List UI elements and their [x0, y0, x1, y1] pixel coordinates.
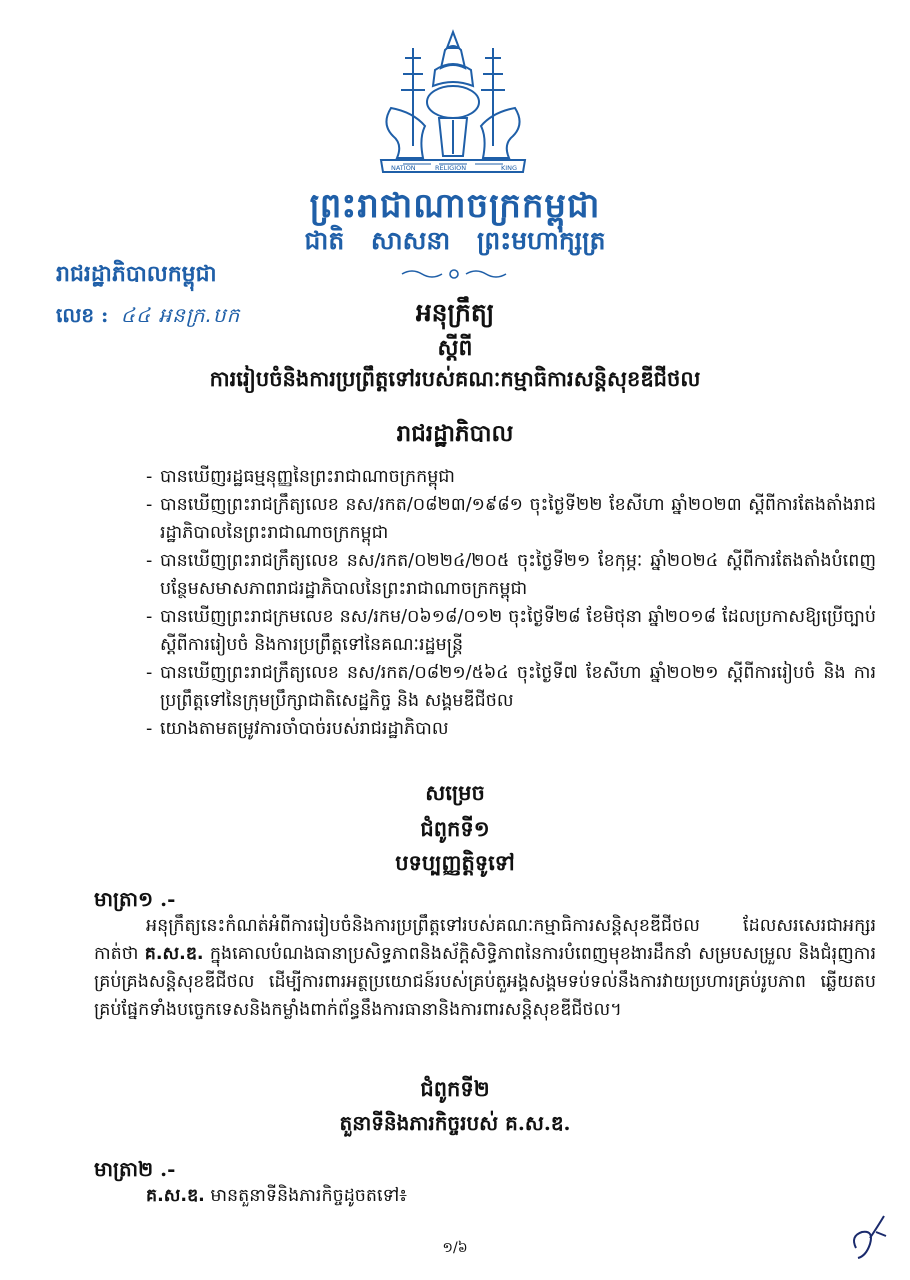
chapter2-label: ជំពូកទី២ [420, 1076, 490, 1101]
visa-item: - បានឃើញព្រះរាជក្រមលេខ នស/រកម/០៦១៨/០១២ ចុះថ្ងៃទី២៨ ខែមិថុនា ឆ្នាំ២០១៨ ដែលប្រកាសឱ្យប្រើច្បាប់ស្ដីពីការរៀបចំ និងការប្រព្រឹត្តទៅនៃគណៈរដ្ឋមន្ត្រី [146, 607, 876, 655]
document-about: ស្ដីពី [437, 335, 473, 361]
visa-item: - យោងតាមតម្រូវការចាំបាច់របស់រាជរដ្ឋាភិបាល [146, 719, 449, 739]
reference-label: លេខ : [56, 303, 109, 327]
chapter2-title: តួនាទីនិងភារកិច្ចរបស់ គ.ស.ឌ. [339, 1111, 571, 1135]
reference-value: ៤៤ អនក្រ.បក [120, 303, 241, 327]
royal-emblem [373, 28, 533, 176]
emblem-word-nation: NATION [391, 164, 416, 172]
visa-item: - បានឃើញព្រះរាជក្រឹត្យលេខ នស/រកត/០៨២១/៥៦៤ ចុះថ្ងៃទី៧ ខែសីហា ឆ្នាំ២០២១ ស្ដីពីការរៀបចំ និង ការប្រព្រឹត្តទៅនៃក្រុមប្រឹក្សាជាតិសេដ្ឋកិច្ច និង សង្គមឌីជីថល [146, 663, 876, 711]
chapter1-title: បទប្បញ្ញត្តិទូទៅ [395, 850, 515, 875]
document-type: អនុក្រឹត្យ [415, 298, 495, 327]
visa-item: - បានឃើញរដ្ឋធម្មនុញ្ញនៃព្រះរាជាណាចក្រកម្ពុជា [146, 467, 455, 487]
ornament-divider [398, 266, 510, 282]
decision-heading: សម្រេច [425, 780, 485, 805]
emblem-word-religion: RELIGION [435, 164, 467, 172]
visa-list [146, 463, 876, 743]
article1-label: មាត្រា១ .- [94, 887, 176, 911]
issuer-heading: រាជរដ្ឋាភិបាល [396, 420, 514, 447]
article2-text: គ.ស.ឌ. មានតួនាទីនិងភារកិច្ចដូចតទៅ៖ [146, 1186, 407, 1206]
article2-label: មាត្រា២ .- [94, 1157, 176, 1181]
kingdom-name: ព្រះរាជាណាចក្រកម្ពុជា [309, 186, 601, 226]
page-number: ១/៦ [442, 1240, 468, 1256]
chapter1-label: ជំពូកទី១ [420, 816, 490, 841]
emblem-word-king: KING [501, 164, 518, 172]
document-subject: ការរៀបចំនិងការប្រព្រឹត្តទៅរបស់គណៈកម្មាធិការសន្តិសុខឌីជីថល [209, 366, 701, 391]
issuing-government: រាជរដ្ឋាភិបាលកម្ពុជា [56, 261, 217, 287]
visa-item: - បានឃើញព្រះរាជក្រឹត្យលេខ នស/រកត/០៨២៣/១៩៨១ ចុះថ្ងៃទី២២ ខែសីហា ឆ្នាំ២០២៣ ស្ដីពីការតែងតាំងរាជរដ្ឋាភិបាលនៃព្រះរាជាណាចក្រកម្ពុជា [146, 495, 876, 543]
visa-item: - បានឃើញព្រះរាជក្រឹត្យលេខ នស/រកត/០២២៤/២០៥ ចុះថ្ងៃទី២១ ខែកុម្ភៈ ឆ្នាំ២០២៤ ស្ដីពីការតែងតាំងបំពេញបន្ថែមសមាសភាពរាជរដ្ឋាភិបាលនៃព្រះរាជាណាចក្រកម្ពុជា [146, 551, 876, 599]
national-motto: ជាតិ សាសនា ព្រះមហាក្សត្រ [304, 226, 606, 255]
article1-text: អនុក្រឹត្យនេះកំណត់អំពីការរៀបចំនិងការប្រព្រឹត្តទៅរបស់គណៈកម្មាធិការសន្តិសុខឌីជីថល ដែលសរសេរជាអក្សរកាត់ថា គ.ស.ឌ. ក្នុងគោលបំណងធានាប្រសិទ្ធភាពនិងស័ក្តិសិទ្ធិភាពនៃការបំពេញមុខងារដឹកនាំ សម្របសម្រួល និងជំរុញការគ្រប់គ្រងសន្តិសុខឌីជីថល ដើម្បីការពារអត្ថប្រយោជន៍របស់គ្រប់តួអង្គសង្គមទប់ទល់នឹងការវាយប្រហារគ្រប់រូបភាព ឆ្លើយតបគ្រប់ផ្នែកទាំងបច្ចេកទេសនិងកម្លាំងពាក់ព័ន្ធនឹងការធានានិងការពារសន្តិសុខឌីជីថល។ [94, 916, 876, 1020]
handwritten-initial [846, 1208, 890, 1264]
